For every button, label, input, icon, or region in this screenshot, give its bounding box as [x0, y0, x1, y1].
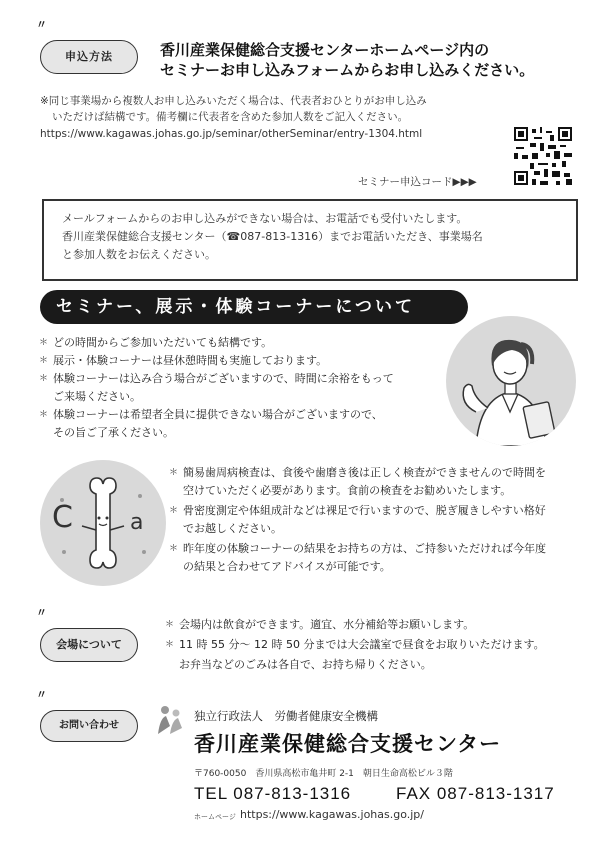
org-subtitle: 独立行政法人 労働者健康安全機構 [194, 709, 378, 723]
organization-logo-icon [156, 704, 184, 736]
list-item: ＊ どの時間からご参加いただいても結構です。 [40, 334, 450, 352]
list-item-continuation: 空けていただく必要があります。食前の検査をお勧めいたします。 [183, 484, 512, 497]
seminar-list [40, 334, 450, 388]
phone-line1: メールフォームからのお申し込みができない場合は、お電話でも受付いたします。 [62, 212, 468, 225]
list-item: ＊ 11 時 55 分～ 12 時 50 分までは大会議室で昼食をお取りいただけます。 [166, 636, 586, 654]
label-accent-marks: 〃 [36, 606, 47, 619]
contact-label: お問い合わせ [40, 710, 138, 742]
org-name: 香川産業保健総合支援センター [194, 732, 502, 756]
apply-label: 申込方法 [40, 40, 138, 74]
qr-code-icon[interactable] [514, 127, 572, 185]
calcium-letter-a: a [130, 510, 144, 535]
list-item: ＊ 骨密度測定や体組成計などは裸足で行いますので、脱ぎ履きしやすい格好 [170, 502, 580, 520]
phone-line3: と参加人数をお伝えください。 [62, 248, 216, 261]
list-item: ＊ 簡易歯周病検査は、食後や歯磨き後は正しく検査ができませんので時間を [170, 464, 580, 482]
list-item: ＊ 会場内は飲食ができます。適宜、水分補給等お願いします。 [166, 616, 586, 634]
apply-note-line2: いただけば結構です。備考欄に代表者を含めた参加人数をご記入ください。 [52, 111, 409, 123]
experience-list [170, 464, 580, 482]
label-accent-marks: 〃 [36, 18, 47, 31]
org-address: 〒760-0050 香川県高松市亀井町 2-1 朝日生命高松ビル３階 [194, 769, 453, 779]
list-item-continuation: お弁当などのごみは各自で、お持ち帰りください。 [179, 658, 432, 671]
list-item: ＊ 体験コーナーは込み合う場合がございますので、時間に余裕をもって [40, 370, 450, 388]
apply-lead-line1: 香川産業保健総合支援センターホームページ内の [160, 41, 490, 59]
fax-number: FAX 087-813-1317 [396, 784, 555, 803]
apply-note-line1: ※同じ事業場から複数人お申し込みいただく場合は、代表者おひとりがお申し込み [40, 95, 427, 107]
calcium-letter-c: C [52, 500, 73, 535]
staff-person-icon [446, 316, 576, 446]
venue-label: 会場について [40, 628, 138, 662]
seminar-heading: セミナー、展示・体験コーナーについて [40, 290, 468, 324]
apply-url[interactable]: https://www.kagawas.johas.go.jp/seminar/otherSeminar/entry-1304.html [40, 128, 423, 140]
homepage-url[interactable]: https://www.kagawas.johas.go.jp/ [240, 808, 424, 821]
apply-lead-line2: セミナーお申し込みフォームからお申し込みください。 [160, 61, 535, 79]
list-item-continuation: ご来場ください。 [53, 390, 141, 403]
phone-line2: 香川産業保健総合支援センター（☎087-813-1316）までお電話いただき、事業場名 [62, 230, 483, 243]
venue-list [166, 616, 586, 654]
tel-number[interactable]: TEL 087-813-1316 [194, 784, 352, 803]
list-item: ＊ 昨年度の体験コーナーの結果をお持ちの方は、ご持参いただければ今年度 [170, 540, 580, 558]
list-item: ＊ 展示・体験コーナーは昼休憩時間も実施しております。 [40, 352, 450, 370]
list-item-continuation: その旨ご了承ください。 [53, 426, 174, 439]
list-item-continuation: の結果と合わせてアドバイスが可能です。 [183, 560, 391, 573]
list-item-continuation: でお越しください。 [183, 522, 282, 535]
list-item: ＊ 体験コーナーは希望者全員に提供できない場合がございますので、 [40, 406, 450, 424]
homepage-label: ホームページ [194, 813, 236, 821]
label-accent-marks: 〃 [36, 688, 47, 701]
qr-label: セミナー申込コード▶▶▶ [358, 176, 477, 188]
